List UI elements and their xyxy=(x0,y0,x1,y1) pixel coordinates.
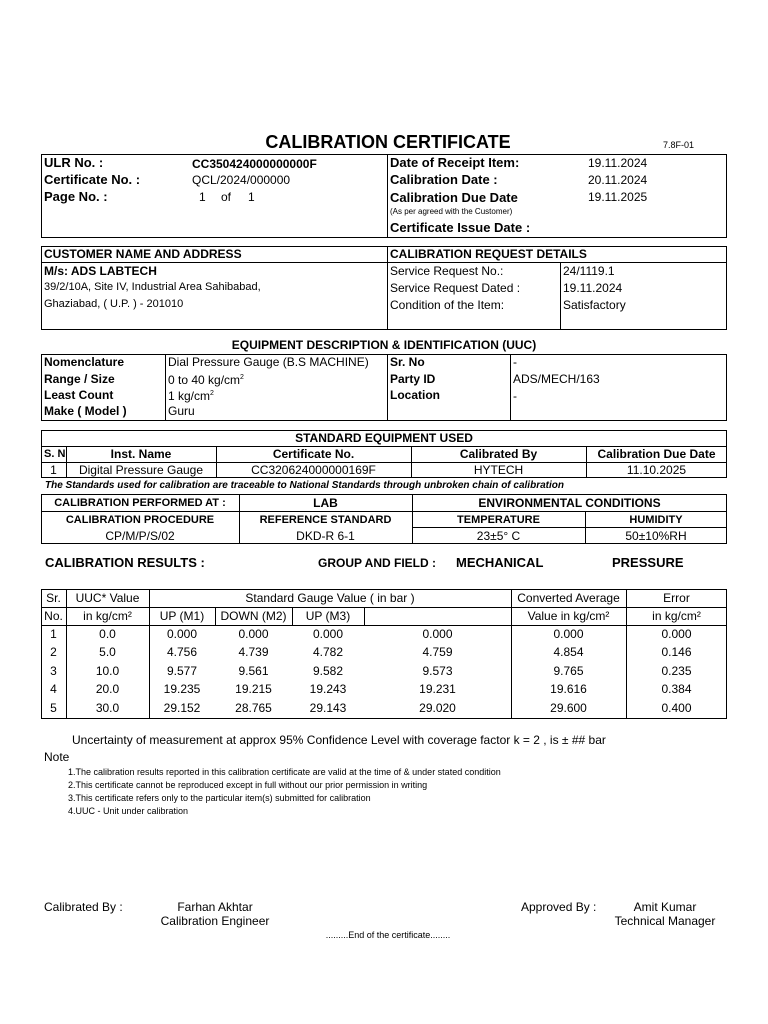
row-up-m3-cell: 0.000 xyxy=(312,627,344,641)
page-total: 1 xyxy=(248,190,255,204)
col-sr-line2: No. xyxy=(44,609,63,623)
col-sr-line1: Sr. xyxy=(46,591,61,605)
col-error-line2: in kg/cm² xyxy=(652,609,701,623)
party-id-label: Party ID xyxy=(390,372,436,386)
issue-date-label: Certificate Issue Date : xyxy=(390,220,531,235)
row-sr-cell: 2 xyxy=(50,645,57,660)
group-field-label: GROUP AND FIELD : xyxy=(318,556,437,570)
row-average-cell: 19.231 xyxy=(419,682,456,697)
col-error-line1: Error xyxy=(663,591,690,605)
std-col-calibrated-by: Calibrated By xyxy=(459,447,538,461)
humidity-value: 50±10%RH xyxy=(625,529,687,543)
row-sr-cell: 1 xyxy=(50,627,57,641)
serial-no-label: Sr. No xyxy=(390,355,425,369)
serial-no-value: - xyxy=(513,355,517,369)
row-sr-cell: 5 xyxy=(50,700,57,715)
service-request-date-value: 19.11.2024 xyxy=(563,281,623,295)
certificate-no-label: Certificate No. : xyxy=(44,172,141,187)
row-down-m2-cell: 19.215 xyxy=(235,682,272,697)
col-uuc-line1: UUC* Value xyxy=(75,591,140,605)
certificate-no-value: QCL/2024/000000 xyxy=(192,173,291,187)
row-error-cell: 0.000 xyxy=(661,627,692,641)
row-average-cell: 29.020 xyxy=(419,700,456,715)
note-heading: Note xyxy=(44,750,70,764)
row-converted-cell: 0.000 xyxy=(553,627,584,641)
row-converted-cell: 4.854 xyxy=(553,645,584,660)
due-date-value: 19.11.2025 xyxy=(588,190,648,204)
traceability-note: The Standards used for calibration are traceable to National Standards through unbroken chain of calibration xyxy=(45,480,564,491)
row-down-m2-cell: 9.561 xyxy=(238,663,269,678)
row-sr-cell: 3 xyxy=(50,663,57,678)
row-error-cell: 0.146 xyxy=(661,645,692,660)
col-converted-line2: Value in kg/cm² xyxy=(527,609,610,623)
condition-value: Satisfactory xyxy=(563,298,626,312)
performed-at-label: CALIBRATION PERFORMED AT : xyxy=(54,497,226,509)
row-up-m1-cell: 4.756 xyxy=(166,645,198,660)
row-sr-cell: 4 xyxy=(50,682,57,697)
std-row-inst-name: Digital Pressure Gauge xyxy=(78,463,204,477)
row-average-cell: 0.000 xyxy=(422,627,453,641)
nomenclature-label: Nomenclature xyxy=(44,355,125,369)
row-uuc-cell: 10.0 xyxy=(95,663,120,678)
calibrated-by-label: Calibrated By : xyxy=(44,900,123,914)
temperature-label: TEMPERATURE xyxy=(457,514,540,526)
procedure-label: CALIBRATION PROCEDURE xyxy=(65,514,215,526)
row-up-m3-cell: 9.582 xyxy=(312,663,344,678)
std-col-inst-name: Inst. Name xyxy=(110,447,172,461)
col-up-m1: UP (M1) xyxy=(159,609,205,623)
note-item: 3.This certificate refers only to the particular item(s) submitted for calibration xyxy=(68,793,371,803)
row-up-m3-cell: 4.782 xyxy=(312,645,344,660)
page-number: 1 xyxy=(199,190,206,204)
end-of-certificate: .........End of the certificate........ xyxy=(325,930,451,940)
page-of: of xyxy=(221,190,232,204)
row-error-cell: 0.235 xyxy=(661,663,692,678)
note-item: 1.The calibration results reported in this calibration certificate are valid at the time of & under stated condition xyxy=(68,767,501,777)
range-label: Range / Size xyxy=(44,372,115,386)
receipt-date-value: 19.11.2024 xyxy=(588,156,648,170)
ulr-label: ULR No. : xyxy=(44,155,104,170)
row-uuc-cell: 30.0 xyxy=(95,700,120,715)
customer-address-line2: Ghaziabad, ( U.P. ) - 201010 xyxy=(44,298,184,310)
row-uuc-cell: 5.0 xyxy=(99,645,116,660)
field-value: PRESSURE xyxy=(612,555,684,570)
performed-at-value: LAB xyxy=(313,496,338,510)
row-converted-cell: 9.765 xyxy=(553,663,584,678)
nomenclature-value: Dial Pressure Gauge (B.S MACHINE) xyxy=(168,355,369,369)
row-uuc-cell: 0.0 xyxy=(99,627,116,641)
col-up-m3: UP (M3) xyxy=(305,609,351,623)
row-converted-cell: 29.600 xyxy=(550,700,587,715)
least-count-label: Least Count xyxy=(44,388,114,402)
row-up-m3-cell: 29.143 xyxy=(309,700,347,715)
due-date-label: Calibration Due Date xyxy=(390,190,518,205)
reference-standard-label: REFERENCE STANDARD xyxy=(259,514,392,526)
std-col-due-date: Calibration Due Date xyxy=(597,447,716,461)
reference-standard-value: DKD-R 6-1 xyxy=(296,529,355,543)
col-standard-gauge: Standard Gauge Value ( in bar ) xyxy=(245,591,415,605)
note-item: 4.UUC - Unit under calibration xyxy=(68,806,189,816)
page-no-label: Page No. : xyxy=(44,189,108,204)
service-request-no-value: 24/1119.1 xyxy=(563,264,615,278)
request-heading: CALIBRATION REQUEST DETAILS xyxy=(390,247,587,261)
row-error-cell: 0.384 xyxy=(661,682,692,697)
row-converted-cell: 19.616 xyxy=(550,682,587,697)
procedure-value: CP/M/P/S/02 xyxy=(105,529,175,543)
row-up-m1-cell: 9.577 xyxy=(166,663,198,678)
location-label: Location xyxy=(390,388,440,402)
uncertainty-statement: Uncertainty of measurement at approx 95% Confidence Level with coverage factor k = 2 , is ± ## bar xyxy=(72,733,606,747)
make-model-label: Make ( Model ) xyxy=(44,404,127,418)
party-id-value: ADS/MECH/163 xyxy=(513,372,600,386)
std-col-certificate-no: Certificate No. xyxy=(272,447,355,461)
row-average-cell: 4.759 xyxy=(422,645,453,660)
environmental-conditions-label: ENVIRONMENTAL CONDITIONS xyxy=(478,496,661,510)
calibrated-by-role: Calibration Engineer xyxy=(160,914,270,928)
customer-address-line1: 39/2/10A, Site IV, Industrial Area Sahibabad, xyxy=(44,281,261,293)
row-up-m1-cell: 29.152 xyxy=(163,700,201,715)
service-request-no-label: Service Request No.: xyxy=(390,264,504,278)
condition-label: Condition of the Item: xyxy=(390,298,505,312)
approved-by-role: Technical Manager xyxy=(614,914,716,928)
customer-heading: CUSTOMER NAME AND ADDRESS xyxy=(44,247,242,261)
std-col-sn: S. N xyxy=(44,448,66,460)
temperature-value: 23±5° C xyxy=(476,529,521,543)
receipt-date-label: Date of Receipt Item: xyxy=(390,155,520,170)
approved-by-name: Amit Kumar xyxy=(633,900,697,914)
equipment-box xyxy=(41,354,727,421)
equipment-heading: EQUIPMENT DESCRIPTION & IDENTIFICATION (UUC) xyxy=(231,338,537,352)
least-count-value: 1 $kg/cm^2$ xyxy=(168,389,214,403)
row-down-m2-cell: 0.000 xyxy=(238,627,269,641)
std-row-sn: 1 xyxy=(50,463,57,477)
row-up-m3-cell: 19.243 xyxy=(309,682,347,697)
service-request-date-label: Service Request Dated : xyxy=(390,281,521,295)
row-down-m2-cell: 4.739 xyxy=(238,645,269,660)
make-model-value: Guru xyxy=(168,404,195,418)
location-value: - xyxy=(513,389,517,403)
ulr-value: CC350424000000000F xyxy=(192,157,317,171)
row-up-m1-cell: 0.000 xyxy=(166,627,198,641)
group-value: MECHANICAL xyxy=(456,555,544,570)
calibrated-by-name: Farhan Akhtar xyxy=(177,900,253,914)
note-item: 2.This certificate cannot be reproduced except in full without our prior permission in writing xyxy=(68,780,428,790)
row-down-m2-cell: 28.765 xyxy=(235,700,272,715)
calibration-date-value: 20.11.2024 xyxy=(588,173,648,187)
form-code: 7.8F-01 xyxy=(663,140,695,150)
calibration-date-label: Calibration Date : xyxy=(390,172,498,187)
col-down-m2: DOWN (M2) xyxy=(220,609,287,623)
row-uuc-cell: 20.0 xyxy=(95,682,120,697)
certificate-title: CALIBRATION CERTIFICATE xyxy=(265,132,511,152)
row-up-m1-cell: 19.235 xyxy=(163,682,201,697)
std-row-calibrated-by: HYTECH xyxy=(473,463,524,477)
std-row-due-date: 11.10.2025 xyxy=(626,463,687,477)
customer-name: M/s: ADS LABTECH xyxy=(44,264,157,278)
std-row-certificate-no: CC320624000000169F xyxy=(251,463,376,477)
standard-equipment-heading: STANDARD EQUIPMENT USED xyxy=(295,431,473,445)
range-value: 0 to 40 $kg/cm^2$ xyxy=(168,373,244,387)
col-converted-line1: Converted Average xyxy=(517,591,620,605)
calibration-results-label: CALIBRATION RESULTS : xyxy=(45,555,205,570)
row-error-cell: 0.400 xyxy=(661,700,692,715)
row-average-cell: 9.573 xyxy=(422,663,453,678)
due-date-note: (As per agreed with the Customer) xyxy=(390,207,513,216)
humidity-label: HUMIDITY xyxy=(629,514,683,526)
approved-by-label: Approved By : xyxy=(521,900,597,914)
col-uuc-line2: in kg/cm² xyxy=(83,609,132,623)
